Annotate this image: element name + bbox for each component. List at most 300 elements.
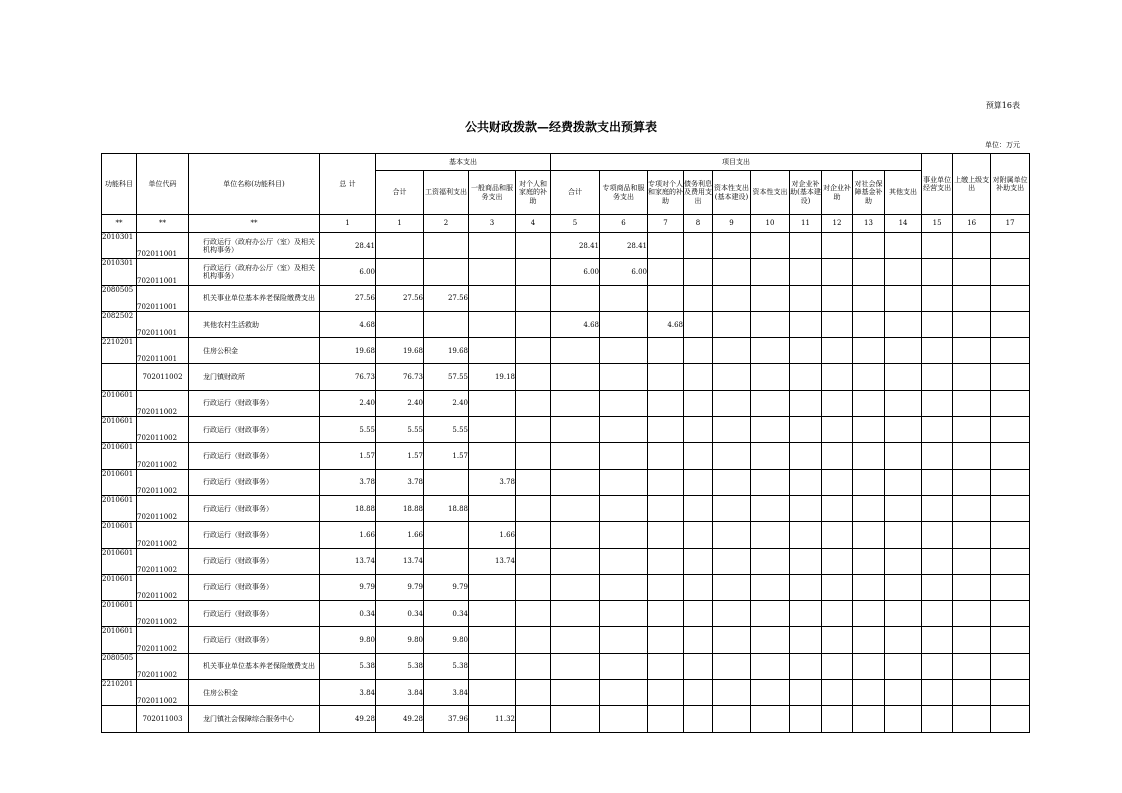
basic-total-cell: 18.88 bbox=[376, 495, 424, 521]
empty-cell bbox=[953, 259, 991, 285]
empty-cell bbox=[713, 548, 751, 574]
total-cell: 9.80 bbox=[320, 627, 376, 653]
empty-cell bbox=[751, 285, 790, 311]
project-total-cell bbox=[551, 338, 600, 364]
project-aid-cell bbox=[648, 338, 684, 364]
empty-cell bbox=[822, 574, 853, 600]
unit-code-cell: 702011002 bbox=[137, 522, 189, 548]
basic-goods-cell bbox=[469, 233, 516, 259]
project-goods-cell bbox=[600, 443, 648, 469]
index-cell: 2 bbox=[424, 215, 469, 233]
project-total-cell bbox=[551, 390, 600, 416]
basic-total-cell bbox=[376, 233, 424, 259]
empty-cell bbox=[751, 233, 790, 259]
project-total-cell bbox=[551, 285, 600, 311]
unit-name-cell bbox=[189, 364, 320, 390]
basic-aid-cell bbox=[516, 548, 551, 574]
total-cell: 0.34 bbox=[320, 601, 376, 627]
empty-cell bbox=[751, 338, 790, 364]
basic-wage-cell: 18.88 bbox=[424, 495, 469, 521]
empty-cell bbox=[953, 706, 991, 732]
project-goods-cell bbox=[600, 495, 648, 521]
empty-cell bbox=[922, 627, 953, 653]
header-func-subject: 功能科目 bbox=[102, 154, 137, 215]
index-cell: 6 bbox=[600, 215, 648, 233]
total-cell: 9.79 bbox=[320, 574, 376, 600]
empty-cell bbox=[953, 601, 991, 627]
basic-aid-cell bbox=[516, 390, 551, 416]
unit-name-cell bbox=[189, 390, 320, 416]
empty-cell bbox=[991, 364, 1030, 390]
unit-code-cell: 702011003 bbox=[137, 706, 189, 732]
header-project-col: 专项商品和服务支出 bbox=[600, 171, 648, 215]
unit-name-cell bbox=[189, 443, 320, 469]
basic-goods-cell bbox=[469, 627, 516, 653]
empty-cell bbox=[790, 680, 822, 706]
total-cell: 4.68 bbox=[320, 311, 376, 337]
basic-aid-cell bbox=[516, 311, 551, 337]
basic-aid-cell bbox=[516, 601, 551, 627]
project-total-cell bbox=[551, 548, 600, 574]
project-aid-cell bbox=[648, 469, 684, 495]
empty-cell bbox=[922, 469, 953, 495]
table-row bbox=[102, 259, 1030, 285]
func-code-cell: 2010601 bbox=[102, 601, 137, 627]
unit-label: 单位：万元 bbox=[985, 141, 1020, 149]
empty-cell bbox=[684, 522, 713, 548]
total-cell: 49.28 bbox=[320, 706, 376, 732]
empty-cell bbox=[922, 364, 953, 390]
unit-code-cell: 702011002 bbox=[137, 495, 189, 521]
func-code-cell: 2010601 bbox=[102, 390, 137, 416]
empty-cell bbox=[991, 417, 1030, 443]
empty-cell bbox=[885, 522, 922, 548]
empty-cell bbox=[713, 522, 751, 548]
empty-cell bbox=[885, 653, 922, 679]
table-row bbox=[102, 364, 1030, 390]
basic-goods-cell bbox=[469, 390, 516, 416]
empty-cell bbox=[991, 233, 1030, 259]
basic-total-cell: 1.66 bbox=[376, 522, 424, 548]
basic-aid-cell bbox=[516, 285, 551, 311]
empty-cell bbox=[885, 233, 922, 259]
project-goods-cell bbox=[600, 653, 648, 679]
basic-wage-cell: 57.55 bbox=[424, 364, 469, 390]
table-body bbox=[102, 233, 1030, 733]
basic-aid-cell bbox=[516, 574, 551, 600]
total-cell: 27.56 bbox=[320, 285, 376, 311]
empty-cell bbox=[953, 495, 991, 521]
project-total-cell: 6.00 bbox=[551, 259, 600, 285]
basic-goods-cell bbox=[469, 311, 516, 337]
header-unit-name: 单位名称(功能科目) bbox=[189, 154, 320, 215]
basic-aid-cell bbox=[516, 469, 551, 495]
index-cell: 16 bbox=[953, 215, 991, 233]
basic-goods-cell bbox=[469, 574, 516, 600]
index-cell: ** bbox=[137, 215, 189, 233]
index-cell: 4 bbox=[516, 215, 551, 233]
table-row bbox=[102, 574, 1030, 600]
empty-cell bbox=[790, 706, 822, 732]
empty-cell bbox=[751, 522, 790, 548]
unit-name-cell bbox=[189, 601, 320, 627]
unit-name-cell bbox=[189, 680, 320, 706]
basic-total-cell: 13.74 bbox=[376, 548, 424, 574]
project-goods-cell bbox=[600, 311, 648, 337]
empty-cell bbox=[751, 601, 790, 627]
empty-cell bbox=[953, 522, 991, 548]
empty-cell bbox=[684, 548, 713, 574]
basic-aid-cell bbox=[516, 627, 551, 653]
empty-cell bbox=[922, 706, 953, 732]
total-cell: 3.78 bbox=[320, 469, 376, 495]
empty-cell bbox=[853, 338, 885, 364]
total-cell: 5.38 bbox=[320, 653, 376, 679]
empty-cell bbox=[822, 548, 853, 574]
table-row bbox=[102, 653, 1030, 679]
basic-total-cell: 2.40 bbox=[376, 390, 424, 416]
page-title: 公共财政拨款—经费拨款支出预算表 bbox=[464, 120, 657, 134]
empty-cell bbox=[684, 495, 713, 521]
func-code-cell: 2080505 bbox=[102, 653, 137, 679]
empty-cell bbox=[991, 495, 1030, 521]
project-total-cell bbox=[551, 653, 600, 679]
empty-cell bbox=[885, 469, 922, 495]
unit-name-cell-text: 行政运行（政府办公厅（室）及相关机构事务） bbox=[203, 263, 315, 280]
func-code-cell: 2080505 bbox=[102, 285, 137, 311]
empty-cell bbox=[991, 259, 1030, 285]
unit-code-cell: 702011002 bbox=[137, 390, 189, 416]
unit-code-cell: 702011002 bbox=[137, 417, 189, 443]
empty-cell bbox=[853, 601, 885, 627]
project-goods-cell bbox=[600, 390, 648, 416]
basic-goods-cell: 1.66 bbox=[469, 522, 516, 548]
basic-total-cell bbox=[376, 259, 424, 285]
basic-total-cell: 0.34 bbox=[376, 601, 424, 627]
empty-cell bbox=[751, 653, 790, 679]
header-total: 总 计 bbox=[320, 154, 376, 215]
unit-name-cell-text: 龙门镇社会保障综合服务中心 bbox=[203, 714, 294, 723]
unit-name-cell-text: 行政运行（财政事务） bbox=[203, 504, 273, 513]
empty-cell bbox=[751, 469, 790, 495]
total-cell: 13.74 bbox=[320, 548, 376, 574]
empty-cell bbox=[684, 574, 713, 600]
table-row bbox=[102, 390, 1030, 416]
empty-cell bbox=[790, 285, 822, 311]
basic-aid-cell bbox=[516, 259, 551, 285]
basic-goods-cell bbox=[469, 259, 516, 285]
project-total-cell: 28.41 bbox=[551, 233, 600, 259]
empty-cell bbox=[713, 469, 751, 495]
table-row bbox=[102, 311, 1030, 337]
empty-cell bbox=[790, 364, 822, 390]
basic-aid-cell bbox=[516, 706, 551, 732]
unit-code-cell: 702011001 bbox=[137, 259, 189, 285]
table-row bbox=[102, 417, 1030, 443]
unit-name-cell bbox=[189, 548, 320, 574]
index-cell: 8 bbox=[684, 215, 713, 233]
project-goods-cell: 28.41 bbox=[600, 233, 648, 259]
empty-cell bbox=[953, 233, 991, 259]
table-row bbox=[102, 601, 1030, 627]
empty-cell bbox=[713, 627, 751, 653]
empty-cell bbox=[751, 311, 790, 337]
header-project-col: 对社会保障基金补助 bbox=[853, 171, 885, 215]
basic-total-cell bbox=[376, 311, 424, 337]
empty-cell bbox=[853, 390, 885, 416]
project-goods-cell bbox=[600, 574, 648, 600]
basic-goods-cell bbox=[469, 417, 516, 443]
header-project-col: 其他支出 bbox=[885, 171, 922, 215]
project-goods-cell bbox=[600, 364, 648, 390]
empty-cell bbox=[790, 311, 822, 337]
unit-name-cell bbox=[189, 259, 320, 285]
project-total-cell bbox=[551, 443, 600, 469]
basic-wage-cell bbox=[424, 233, 469, 259]
empty-cell bbox=[684, 390, 713, 416]
empty-cell bbox=[684, 653, 713, 679]
index-cell: 7 bbox=[648, 215, 684, 233]
basic-aid-cell bbox=[516, 495, 551, 521]
basic-goods-cell bbox=[469, 495, 516, 521]
project-goods-cell bbox=[600, 469, 648, 495]
func-code-cell: 2010301 bbox=[102, 233, 137, 259]
unit-code-cell: 702011002 bbox=[137, 469, 189, 495]
basic-goods-cell: 3.78 bbox=[469, 469, 516, 495]
basic-aid-cell bbox=[516, 443, 551, 469]
empty-cell bbox=[684, 285, 713, 311]
empty-cell bbox=[922, 653, 953, 679]
unit-name-cell-text: 龙门镇财政所 bbox=[203, 373, 245, 382]
empty-cell bbox=[751, 443, 790, 469]
index-cell: 12 bbox=[822, 215, 853, 233]
unit-code-cell: 702011002 bbox=[137, 627, 189, 653]
unit-code-cell: 702011001 bbox=[137, 311, 189, 337]
empty-cell bbox=[790, 233, 822, 259]
empty-cell bbox=[684, 259, 713, 285]
basic-aid-cell bbox=[516, 364, 551, 390]
empty-cell bbox=[953, 548, 991, 574]
unit-name-cell bbox=[189, 338, 320, 364]
unit-name-cell-text: 行政运行（财政事务） bbox=[203, 399, 273, 408]
empty-cell bbox=[922, 443, 953, 469]
basic-aid-cell bbox=[516, 417, 551, 443]
empty-cell bbox=[751, 495, 790, 521]
basic-goods-cell: 11.32 bbox=[469, 706, 516, 732]
unit-code-cell: 702011002 bbox=[137, 653, 189, 679]
basic-total-cell: 27.56 bbox=[376, 285, 424, 311]
empty-cell bbox=[991, 706, 1030, 732]
empty-cell bbox=[751, 706, 790, 732]
project-aid-cell bbox=[648, 364, 684, 390]
empty-cell bbox=[885, 417, 922, 443]
empty-cell bbox=[922, 601, 953, 627]
basic-wage-cell: 37.96 bbox=[424, 706, 469, 732]
unit-name-cell-text: 行政运行（财政事务） bbox=[203, 452, 273, 460]
empty-cell bbox=[953, 417, 991, 443]
project-total-cell bbox=[551, 417, 600, 443]
empty-cell bbox=[885, 311, 922, 337]
func-code-cell: 2010301 bbox=[102, 259, 137, 285]
empty-cell bbox=[751, 417, 790, 443]
project-total-cell bbox=[551, 627, 600, 653]
empty-cell bbox=[991, 548, 1030, 574]
unit-code-cell: 702011002 bbox=[137, 680, 189, 706]
func-code-cell: 2010601 bbox=[102, 574, 137, 600]
empty-cell bbox=[885, 364, 922, 390]
basic-total-cell: 5.55 bbox=[376, 417, 424, 443]
empty-cell bbox=[853, 574, 885, 600]
empty-cell bbox=[684, 417, 713, 443]
basic-wage-cell: 2.40 bbox=[424, 390, 469, 416]
empty-cell bbox=[991, 522, 1030, 548]
header-basic-col: 对个人和家庭的补助 bbox=[516, 171, 551, 215]
empty-cell bbox=[922, 680, 953, 706]
empty-cell bbox=[885, 390, 922, 416]
index-cell: 14 bbox=[885, 215, 922, 233]
empty-cell bbox=[790, 390, 822, 416]
empty-cell bbox=[953, 311, 991, 337]
project-total-cell bbox=[551, 601, 600, 627]
empty-cell bbox=[953, 390, 991, 416]
empty-cell bbox=[790, 653, 822, 679]
func-code-cell bbox=[102, 364, 137, 390]
empty-cell bbox=[885, 601, 922, 627]
empty-cell bbox=[953, 443, 991, 469]
empty-cell bbox=[822, 338, 853, 364]
basic-wage-cell: 19.68 bbox=[424, 338, 469, 364]
header-basic-col: 合计 bbox=[376, 171, 424, 215]
basic-total-cell: 49.28 bbox=[376, 706, 424, 732]
empty-cell bbox=[684, 233, 713, 259]
empty-cell bbox=[822, 680, 853, 706]
basic-wage-cell: 27.56 bbox=[424, 285, 469, 311]
unit-code-cell: 702011001 bbox=[137, 285, 189, 311]
project-total-cell bbox=[551, 364, 600, 390]
empty-cell bbox=[885, 495, 922, 521]
project-goods-cell bbox=[600, 338, 648, 364]
empty-cell bbox=[885, 285, 922, 311]
total-cell: 5.55 bbox=[320, 417, 376, 443]
basic-total-cell: 9.80 bbox=[376, 627, 424, 653]
project-goods-cell bbox=[600, 706, 648, 732]
empty-cell bbox=[853, 627, 885, 653]
empty-cell bbox=[822, 469, 853, 495]
unit-name-cell-text: 行政运行（财政事务） bbox=[203, 609, 273, 618]
unit-name-cell-text: 住房公积金 bbox=[203, 346, 238, 355]
empty-cell bbox=[922, 417, 953, 443]
empty-cell bbox=[853, 706, 885, 732]
table-row bbox=[102, 548, 1030, 574]
index-cell: 1 bbox=[376, 215, 424, 233]
basic-wage-cell: 9.79 bbox=[424, 574, 469, 600]
empty-cell bbox=[684, 311, 713, 337]
basic-aid-cell bbox=[516, 338, 551, 364]
empty-cell bbox=[790, 259, 822, 285]
header-index-row bbox=[102, 215, 1030, 233]
empty-cell bbox=[853, 469, 885, 495]
empty-cell bbox=[922, 311, 953, 337]
empty-cell bbox=[713, 338, 751, 364]
basic-total-cell: 3.78 bbox=[376, 469, 424, 495]
func-code-cell: 2010601 bbox=[102, 522, 137, 548]
empty-cell bbox=[922, 522, 953, 548]
empty-cell bbox=[991, 627, 1030, 653]
project-aid-cell bbox=[648, 627, 684, 653]
project-aid-cell bbox=[648, 259, 684, 285]
basic-wage-cell bbox=[424, 469, 469, 495]
project-goods-cell bbox=[600, 680, 648, 706]
func-code-cell: 2010601 bbox=[102, 548, 137, 574]
unit-name-cell bbox=[189, 653, 320, 679]
empty-cell bbox=[822, 627, 853, 653]
empty-cell bbox=[713, 706, 751, 732]
project-aid-cell bbox=[648, 390, 684, 416]
func-code-cell: 2010601 bbox=[102, 443, 137, 469]
total-cell: 19.68 bbox=[320, 338, 376, 364]
empty-cell bbox=[991, 653, 1030, 679]
table-row bbox=[102, 469, 1030, 495]
index-cell: 11 bbox=[790, 215, 822, 233]
table-row bbox=[102, 285, 1030, 311]
project-goods-cell: 6.00 bbox=[600, 259, 648, 285]
header-project-col: 资本性支出(基本建设) bbox=[713, 171, 751, 215]
project-aid-cell bbox=[648, 706, 684, 732]
unit-name-cell-text: 行政运行（财政事务） bbox=[203, 530, 273, 539]
empty-cell bbox=[790, 601, 822, 627]
empty-cell bbox=[991, 285, 1030, 311]
empty-cell bbox=[751, 364, 790, 390]
unit-name-cell bbox=[189, 469, 320, 495]
project-goods-cell bbox=[600, 627, 648, 653]
func-code-cell: 2010601 bbox=[102, 417, 137, 443]
empty-cell bbox=[853, 364, 885, 390]
total-cell: 2.40 bbox=[320, 390, 376, 416]
unit-name-cell bbox=[189, 522, 320, 548]
table-row bbox=[102, 443, 1030, 469]
empty-cell bbox=[822, 522, 853, 548]
empty-cell bbox=[713, 233, 751, 259]
empty-cell bbox=[684, 627, 713, 653]
empty-cell bbox=[922, 259, 953, 285]
unit-name-cell-text: 行政运行（政府办公厅（室）及相关机构事务） bbox=[203, 237, 315, 254]
header-project-group: 项目支出 bbox=[551, 154, 922, 171]
empty-cell bbox=[853, 548, 885, 574]
basic-goods-cell bbox=[469, 680, 516, 706]
unit-name-cell bbox=[189, 495, 320, 521]
table-row bbox=[102, 680, 1030, 706]
header-project-col: 对企业补助(基本建设) bbox=[790, 171, 822, 215]
index-cell: 9 bbox=[713, 215, 751, 233]
header-project-col: 资本性支出 bbox=[751, 171, 790, 215]
empty-cell bbox=[822, 390, 853, 416]
unit-name-cell-text: 行政运行（财政事务） bbox=[203, 478, 273, 487]
empty-cell bbox=[885, 627, 922, 653]
empty-cell bbox=[953, 338, 991, 364]
table-row bbox=[102, 522, 1030, 548]
basic-goods-cell: 19.18 bbox=[469, 364, 516, 390]
empty-cell bbox=[953, 627, 991, 653]
unit-name-cell-text: 机关事业单位基本养老保险缴费支出 bbox=[203, 662, 315, 671]
empty-cell bbox=[922, 495, 953, 521]
header-basic-col: 工资福利支出 bbox=[424, 171, 469, 215]
project-aid-cell bbox=[648, 233, 684, 259]
empty-cell bbox=[991, 469, 1030, 495]
empty-cell bbox=[991, 601, 1030, 627]
empty-cell bbox=[853, 233, 885, 259]
empty-cell bbox=[822, 601, 853, 627]
empty-cell bbox=[790, 469, 822, 495]
